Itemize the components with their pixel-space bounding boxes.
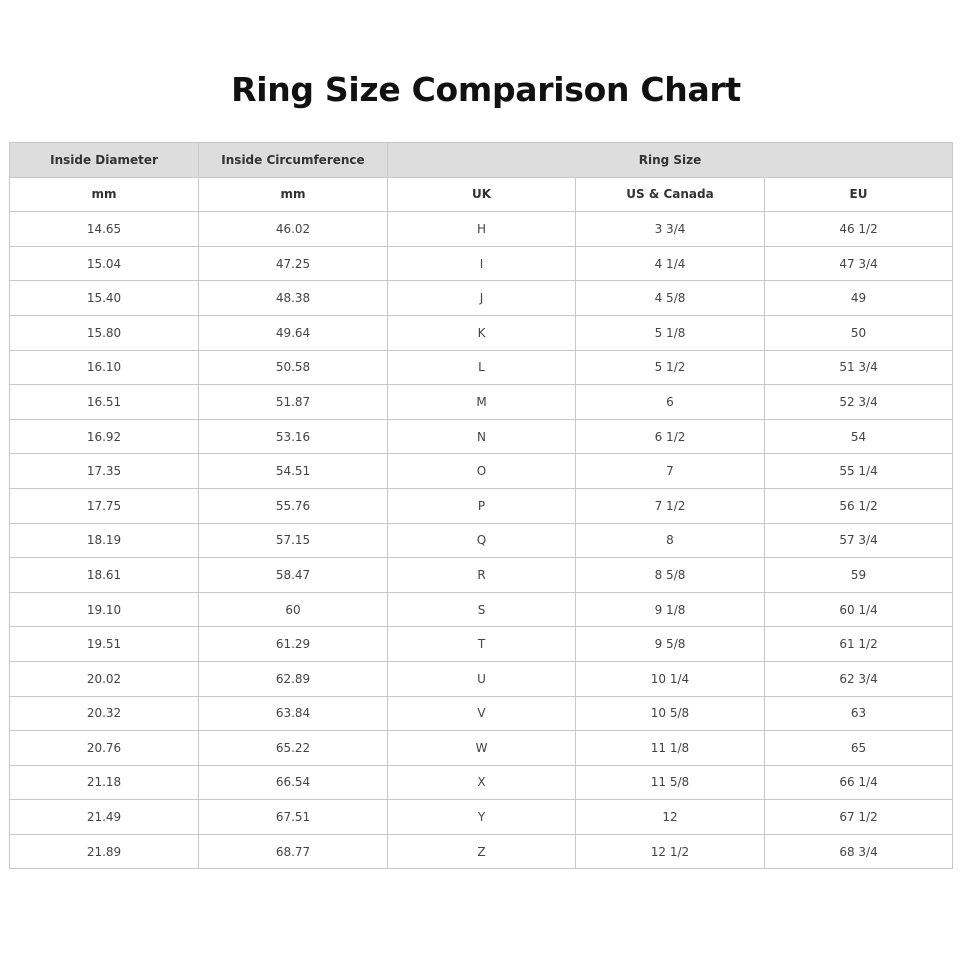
cell-us-size: 6 bbox=[576, 385, 765, 420]
table-row bbox=[10, 315, 953, 350]
cell-uk-size: W bbox=[388, 731, 576, 766]
cell-us-size: 12 1/2 bbox=[576, 834, 765, 869]
cell-eu-size: 55 1/4 bbox=[765, 454, 953, 489]
cell-diameter: 21.49 bbox=[10, 800, 199, 835]
cell-us-size: 8 5/8 bbox=[576, 558, 765, 593]
cell-circumference: 57.15 bbox=[199, 523, 388, 558]
table-row bbox=[10, 212, 953, 247]
cell-us-size: 7 bbox=[576, 454, 765, 489]
table-row bbox=[10, 419, 953, 454]
cell-us-size: 5 1/2 bbox=[576, 350, 765, 385]
cell-us-size: 3 3/4 bbox=[576, 212, 765, 247]
cell-eu-size: 51 3/4 bbox=[765, 350, 953, 385]
cell-diameter: 20.02 bbox=[10, 661, 199, 696]
cell-circumference: 51.87 bbox=[199, 385, 388, 420]
cell-us-size: 4 5/8 bbox=[576, 281, 765, 316]
table-row bbox=[10, 834, 953, 869]
cell-us-size: 8 bbox=[576, 523, 765, 558]
table-header bbox=[10, 143, 953, 212]
cell-eu-size: 66 1/4 bbox=[765, 765, 953, 800]
cell-circumference: 46.02 bbox=[199, 212, 388, 247]
cell-uk-size: H bbox=[388, 212, 576, 247]
table-row bbox=[10, 385, 953, 420]
cell-diameter: 20.32 bbox=[10, 696, 199, 731]
table-row bbox=[10, 627, 953, 662]
cell-us-size: 9 1/8 bbox=[576, 592, 765, 627]
cell-circumference: 62.89 bbox=[199, 661, 388, 696]
cell-diameter: 15.40 bbox=[10, 281, 199, 316]
cell-us-size: 4 1/4 bbox=[576, 246, 765, 281]
cell-circumference: 47.25 bbox=[199, 246, 388, 281]
cell-eu-size: 63 bbox=[765, 696, 953, 731]
cell-eu-size: 57 3/4 bbox=[765, 523, 953, 558]
header-us-canada: US & Canada bbox=[576, 177, 765, 212]
cell-uk-size: I bbox=[388, 246, 576, 281]
cell-eu-size: 61 1/2 bbox=[765, 627, 953, 662]
cell-uk-size: J bbox=[388, 281, 576, 316]
cell-us-size: 5 1/8 bbox=[576, 315, 765, 350]
header-inside-diameter: Inside Diameter bbox=[10, 143, 199, 178]
cell-circumference: 53.16 bbox=[199, 419, 388, 454]
cell-diameter: 15.80 bbox=[10, 315, 199, 350]
cell-diameter: 14.65 bbox=[10, 212, 199, 247]
cell-circumference: 58.47 bbox=[199, 558, 388, 593]
table-row bbox=[10, 592, 953, 627]
table-row bbox=[10, 454, 953, 489]
cell-eu-size: 50 bbox=[765, 315, 953, 350]
cell-uk-size: Z bbox=[388, 834, 576, 869]
cell-circumference: 65.22 bbox=[199, 731, 388, 766]
page-title: Ring Size Comparison Chart bbox=[231, 70, 741, 110]
cell-circumference: 54.51 bbox=[199, 454, 388, 489]
header-circumference-unit: mm bbox=[199, 177, 388, 212]
table-row bbox=[10, 350, 953, 385]
cell-eu-size: 60 1/4 bbox=[765, 592, 953, 627]
cell-diameter: 20.76 bbox=[10, 731, 199, 766]
ring-size-table bbox=[9, 142, 953, 869]
cell-circumference: 55.76 bbox=[199, 488, 388, 523]
cell-eu-size: 52 3/4 bbox=[765, 385, 953, 420]
cell-diameter: 19.10 bbox=[10, 592, 199, 627]
cell-uk-size: L bbox=[388, 350, 576, 385]
cell-us-size: 11 5/8 bbox=[576, 765, 765, 800]
cell-uk-size: N bbox=[388, 419, 576, 454]
cell-uk-size: T bbox=[388, 627, 576, 662]
cell-circumference: 61.29 bbox=[199, 627, 388, 662]
cell-eu-size: 54 bbox=[765, 419, 953, 454]
table-row bbox=[10, 523, 953, 558]
header-uk: UK bbox=[388, 177, 576, 212]
cell-uk-size: P bbox=[388, 488, 576, 523]
cell-diameter: 21.18 bbox=[10, 765, 199, 800]
cell-us-size: 12 bbox=[576, 800, 765, 835]
cell-diameter: 16.51 bbox=[10, 385, 199, 420]
cell-uk-size: V bbox=[388, 696, 576, 731]
cell-diameter: 18.19 bbox=[10, 523, 199, 558]
cell-us-size: 10 5/8 bbox=[576, 696, 765, 731]
cell-diameter: 15.04 bbox=[10, 246, 199, 281]
cell-circumference: 50.58 bbox=[199, 350, 388, 385]
cell-eu-size: 46 1/2 bbox=[765, 212, 953, 247]
cell-us-size: 7 1/2 bbox=[576, 488, 765, 523]
cell-eu-size: 62 3/4 bbox=[765, 661, 953, 696]
cell-uk-size: M bbox=[388, 385, 576, 420]
cell-uk-size: O bbox=[388, 454, 576, 489]
cell-diameter: 18.61 bbox=[10, 558, 199, 593]
cell-uk-size: K bbox=[388, 315, 576, 350]
header-group-row bbox=[10, 143, 953, 178]
cell-circumference: 48.38 bbox=[199, 281, 388, 316]
cell-diameter: 17.75 bbox=[10, 488, 199, 523]
cell-diameter: 21.89 bbox=[10, 834, 199, 869]
cell-uk-size: X bbox=[388, 765, 576, 800]
cell-us-size: 6 1/2 bbox=[576, 419, 765, 454]
table-row bbox=[10, 488, 953, 523]
cell-eu-size: 56 1/2 bbox=[765, 488, 953, 523]
table-row bbox=[10, 246, 953, 281]
header-inside-circumference: Inside Circumference bbox=[199, 143, 388, 178]
table-row bbox=[10, 731, 953, 766]
cell-eu-size: 68 3/4 bbox=[765, 834, 953, 869]
cell-circumference: 66.54 bbox=[199, 765, 388, 800]
cell-us-size: 11 1/8 bbox=[576, 731, 765, 766]
header-diameter-unit: mm bbox=[10, 177, 199, 212]
cell-diameter: 17.35 bbox=[10, 454, 199, 489]
cell-circumference: 63.84 bbox=[199, 696, 388, 731]
cell-us-size: 9 5/8 bbox=[576, 627, 765, 662]
cell-diameter: 16.92 bbox=[10, 419, 199, 454]
cell-uk-size: R bbox=[388, 558, 576, 593]
cell-eu-size: 47 3/4 bbox=[765, 246, 953, 281]
table-row bbox=[10, 765, 953, 800]
table-row bbox=[10, 281, 953, 316]
cell-uk-size: S bbox=[388, 592, 576, 627]
header-unit-row bbox=[10, 177, 953, 212]
cell-diameter: 19.51 bbox=[10, 627, 199, 662]
table-row bbox=[10, 696, 953, 731]
table-row bbox=[10, 661, 953, 696]
cell-circumference: 60 bbox=[199, 592, 388, 627]
cell-us-size: 10 1/4 bbox=[576, 661, 765, 696]
cell-uk-size: U bbox=[388, 661, 576, 696]
header-eu: EU bbox=[765, 177, 953, 212]
cell-circumference: 68.77 bbox=[199, 834, 388, 869]
cell-circumference: 67.51 bbox=[199, 800, 388, 835]
header-ring-size: Ring Size bbox=[388, 143, 953, 178]
table-row bbox=[10, 800, 953, 835]
cell-uk-size: Y bbox=[388, 800, 576, 835]
table-row bbox=[10, 558, 953, 593]
table-body bbox=[10, 212, 953, 869]
cell-diameter: 16.10 bbox=[10, 350, 199, 385]
cell-eu-size: 65 bbox=[765, 731, 953, 766]
cell-eu-size: 67 1/2 bbox=[765, 800, 953, 835]
cell-eu-size: 49 bbox=[765, 281, 953, 316]
cell-uk-size: Q bbox=[388, 523, 576, 558]
cell-eu-size: 59 bbox=[765, 558, 953, 593]
cell-circumference: 49.64 bbox=[199, 315, 388, 350]
